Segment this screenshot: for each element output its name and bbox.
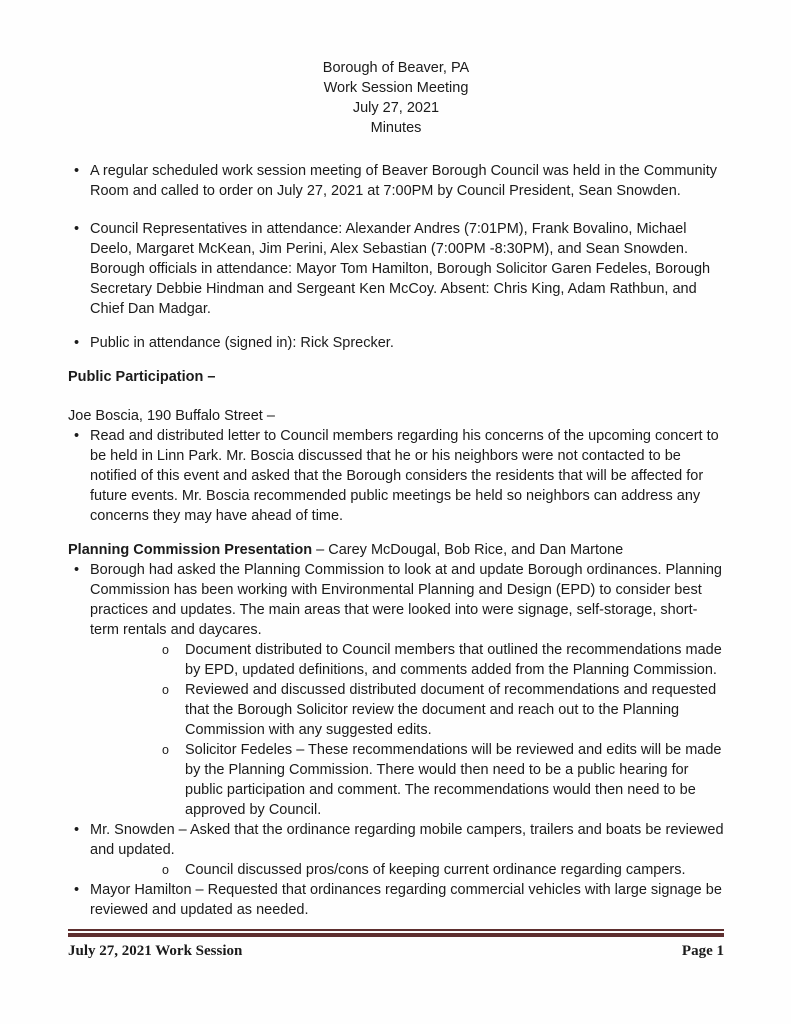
intro-bullet-call-to-order: • A regular scheduled work session meeting of Beaver Borough Council was held in the Community Room and called to order on July 27, 2021 at 7:00PM by Council President, Sean Snowden. bbox=[68, 161, 724, 201]
meeting-type: Work Session Meeting bbox=[323, 80, 469, 96]
planning-bullet-ordinances: • Borough had asked the Planning Commission to look at and update Borough ordinances. Planning Commission has been working with Environmental Planning and Design (EPD) to consider best practices and updates. The main areas that were looked into were signage, self-storage, short-term rentals and daycares. bbox=[68, 560, 724, 640]
planning-bullet-hamilton: • Mayor Hamilton – Requested that ordinances regarding commercial vehicles with large signage be reviewed and updated as needed. bbox=[68, 880, 724, 920]
planning-commission-list bbox=[68, 560, 724, 920]
public-participation-list bbox=[68, 426, 724, 526]
document-title-block bbox=[68, 58, 724, 138]
public-participation-bullet: • Read and distributed letter to Council members regarding his concerns of the upcoming concert to be held in Linn Park. Mr. Boscia discussed that he or his neighbors were not contacted to be notified of this event and asked that the Borough considers the residents that will be affected for future events. Mr. Boscia recommended public meetings be held so neighbors can address any concerns they may have ahead of time. bbox=[68, 426, 724, 526]
document-kind: Minutes bbox=[370, 120, 422, 136]
footer-session-label: July 27, 2021 Work Session bbox=[68, 943, 243, 959]
intro-bullet-attendance: • Council Representatives in attendance: Alexander Andres (7:01PM), Frank Bovalino, Michael Deelo, Margaret McKean, Jim Perini, Alex Sebastian (7:00PM -8:30PM), and Sean Snowden. Borough officials in attendance: Mayor Tom Hamilton, Borough Solicitor Garen Fedeles, Borough Secretary Debbie Hindman and Sergeant Ken McCoy. Absent: Chris King, Adam Rathbun, and Chief Dan Madgar. bbox=[68, 219, 724, 319]
speaker-line: Joe Boscia, 190 Buffalo Street – bbox=[68, 408, 275, 424]
planning-heading-presenters: – Carey McDougal, Bob Rice, and Dan Martone bbox=[312, 542, 624, 558]
document-body bbox=[68, 58, 724, 920]
meeting-date: July 27, 2021 bbox=[352, 100, 440, 116]
planning-bullet-snowden: • Mr. Snowden – Asked that the ordinance regarding mobile campers, trailers and boats be reviewed and updated. bbox=[68, 820, 724, 860]
section-heading-public-participation: Public Participation – bbox=[68, 369, 216, 385]
page-footer bbox=[68, 929, 724, 961]
planning-heading-bold: Planning Commission Presentation bbox=[68, 542, 313, 558]
planning-sub-bullet-reviewed: o Reviewed and discussed distributed document of recommendations and requested that the Borough Solicitor review the document and reach out to the Planning Commission with any suggested edits. bbox=[68, 680, 724, 740]
planning-sub-bullet-document: o Document distributed to Council members that outlined the recommendations made by EPD, updated definitions, and comments added from the Planning Commission. bbox=[68, 640, 724, 680]
org-title: Borough of Beaver, PA bbox=[322, 60, 470, 76]
intro-bullet-list bbox=[68, 161, 724, 353]
footer-rule-thin bbox=[68, 929, 724, 931]
planning-sub-bullet-campers: o Council discussed pros/cons of keeping current ordinance regarding campers. bbox=[68, 860, 724, 880]
intro-bullet-public-signin: • Public in attendance (signed in): Rick Sprecker. bbox=[68, 333, 724, 353]
footer-text-row bbox=[68, 937, 724, 961]
footer-page-number: Page 1 bbox=[681, 943, 724, 959]
section-heading-planning-commission bbox=[68, 540, 724, 560]
planning-sub-bullet-solicitor: o Solicitor Fedeles – These recommendations will be reviewed and edits will be made by the Planning Commission. There would then need to be a public hearing for public participation and comment. The recommendations would then need to be approved by Council. bbox=[68, 740, 724, 820]
